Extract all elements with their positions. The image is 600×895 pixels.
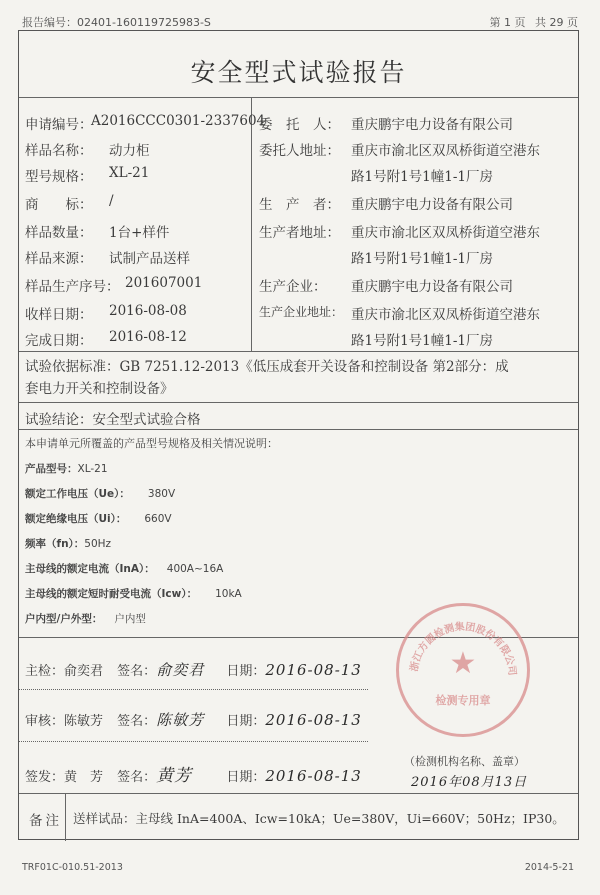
role-label: 审核： [25, 714, 65, 729]
sign-label: 签名： [117, 664, 157, 679]
test-basis-line2: 套电力开关和控制设备》 [25, 381, 174, 397]
producer-address-line2: 路1号附1号1幢1-1厂房 [351, 251, 494, 267]
field-value-quantity: 1台+样件 [109, 225, 170, 241]
field-value-trademark: / [109, 193, 114, 209]
field-label-sample-name: 样品名称： [25, 143, 93, 159]
client-value: 重庆鹏宇电力设备有限公司 [351, 117, 513, 133]
sign-label: 签名： [117, 714, 157, 729]
spec-label: 主母线的额定电流（InA）： [25, 563, 155, 575]
signature-row-reviewer [25, 709, 362, 730]
seal-star-icon: ★ [449, 646, 477, 681]
role-label: 签发： [25, 770, 65, 785]
rule-sign-2 [19, 741, 368, 742]
field-label-completed: 完成日期： [25, 333, 93, 349]
test-basis [25, 356, 570, 400]
field-value-sample-name: 动力柜 [109, 143, 150, 159]
field-label-trademark: 商 标： [25, 197, 93, 213]
handwritten-signature: 俞奕君 [156, 661, 205, 679]
role-name: 黄 芳 [64, 770, 104, 785]
report-footer [22, 862, 574, 873]
producer-address-label: 生产者地址： [259, 225, 340, 241]
remarks-divider [65, 793, 66, 841]
producer-address-line1: 重庆市渝北区双凤桥街道空港东 [351, 225, 540, 241]
spec-row [25, 511, 172, 526]
rule-sign-1 [19, 689, 368, 690]
spec-label: 频率（fn）： [25, 538, 85, 550]
specs-intro: 本申请单元所覆盖的产品型号规格及相关情况说明： [25, 437, 278, 450]
page-total: 共 29 页 [535, 16, 578, 29]
date-label: 日期： [226, 770, 266, 785]
form-date: 2014-5-21 [524, 862, 574, 873]
field-label-source: 样品来源： [25, 251, 93, 267]
role-name: 俞奕君 [64, 664, 104, 679]
role-label: 主检： [25, 664, 65, 679]
seal-label: 检测专用章 [435, 694, 491, 707]
role-name: 陈敏芳 [64, 714, 104, 729]
rule-basis [19, 402, 578, 403]
spec-value: 400A~16A [166, 563, 224, 575]
handwritten-date: 2016-08-13 [265, 711, 362, 729]
spec-value: 户内型 [114, 613, 146, 625]
handwritten-signature: 黄芳 [156, 766, 193, 786]
enterprise-label: 生产企业： [259, 279, 327, 295]
spec-value: 660V [144, 513, 172, 525]
field-value-model: XL-21 [109, 165, 150, 181]
date-label: 日期： [226, 714, 266, 729]
report-header [22, 14, 578, 30]
sign-label: 签名： [117, 770, 157, 785]
date-label: 日期： [226, 664, 266, 679]
spec-label: 额定工作电压（Ue）： [25, 488, 130, 500]
enterprise-address-line1: 重庆市渝北区双凤桥街道空港东 [351, 307, 540, 323]
signature-row-inspector [25, 659, 362, 680]
client-label: 委 托 人： [259, 117, 340, 133]
report-frame [18, 30, 579, 840]
rule-signatures [19, 793, 578, 794]
field-label-model: 型号规格： [25, 169, 93, 185]
page-indicator [484, 14, 579, 30]
enterprise-value: 重庆鹏宇电力设备有限公司 [351, 279, 513, 295]
rule-title [19, 97, 578, 98]
enterprise-address-label: 生产企业地址： [259, 305, 344, 319]
spec-label: 户内型/户外型： [25, 613, 103, 625]
rule-conclusion [19, 429, 578, 430]
field-value-completed: 2016-08-12 [109, 329, 187, 345]
spec-label: 主母线的额定短时耐受电流（Icw）： [25, 588, 198, 600]
field-value-received: 2016-08-08 [109, 303, 187, 319]
spec-value: XL-21 [77, 463, 108, 475]
handwritten-signature: 陈敏芳 [156, 711, 205, 729]
seal-date: 2016年08月13日 [411, 775, 528, 790]
field-value-serial: 201607001 [125, 275, 203, 291]
field-label-received: 收样日期： [25, 307, 93, 323]
signature-row-issuer [25, 761, 362, 786]
test-basis-line1: 试验依据标准：GB 7251.12-2013《低压成套开关设备和控制设备 第2部分：成 [25, 359, 509, 375]
test-conclusion: 试验结论：安全型式试验合格 [25, 412, 201, 428]
spec-row [25, 536, 111, 551]
spec-row [25, 611, 146, 626]
spec-value: 380V [147, 488, 176, 500]
spec-label: 产品型号： [25, 463, 78, 475]
spec-row [25, 461, 108, 476]
page-number: 第 1 页 [489, 16, 526, 29]
seal-ring-text: 浙江方圆检测集团股份有限公司 [409, 621, 518, 677]
official-seal [396, 603, 530, 737]
field-value-source: 试制产品送样 [109, 251, 190, 267]
field-label-quantity: 样品数量： [25, 225, 93, 241]
info-divider [251, 97, 252, 351]
spec-row [25, 486, 175, 501]
form-number: TRF01C-010.51-2013 [22, 862, 123, 873]
report-title: 安全型式试验报告 [190, 58, 407, 87]
handwritten-date: 2016-08-13 [265, 767, 362, 785]
spec-row [25, 561, 223, 576]
spec-value: 50Hz [84, 538, 112, 550]
spec-label: 额定绝缘电压（Ui）： [25, 513, 127, 525]
client-address-line1: 重庆市渝北区双凤桥街道空港东 [351, 143, 540, 159]
handwritten-date: 2016-08-13 [265, 661, 362, 679]
field-value-application-no: A2016CCC0301-2337604 [91, 113, 266, 129]
client-address-line2: 路1号附1号1幢1-1厂房 [351, 169, 494, 185]
spec-value: 10kA [215, 588, 242, 600]
spec-row [25, 586, 242, 601]
field-label-serial: 样品生产序号： [25, 279, 120, 295]
rule-info [19, 351, 578, 352]
remarks-text: 送样试品：主母线 InA=400A、Icw=10kA；Ue=380V，Ui=660V；50Hz；IP30。 [73, 811, 565, 826]
producer-label: 生 产 者： [259, 197, 340, 213]
client-address-label: 委托人地址： [259, 143, 340, 159]
field-label-application-no: 申请编号： [25, 117, 93, 133]
seal-caption: （检测机构名称、盖章） [404, 755, 525, 768]
producer-value: 重庆鹏宇电力设备有限公司 [351, 197, 513, 213]
remarks-label: 备注 [29, 813, 62, 829]
enterprise-address-line2: 路1号附1号1幢1-1厂房 [351, 333, 494, 349]
report-number: 报告编号：02401-160119725983-S [22, 16, 211, 29]
